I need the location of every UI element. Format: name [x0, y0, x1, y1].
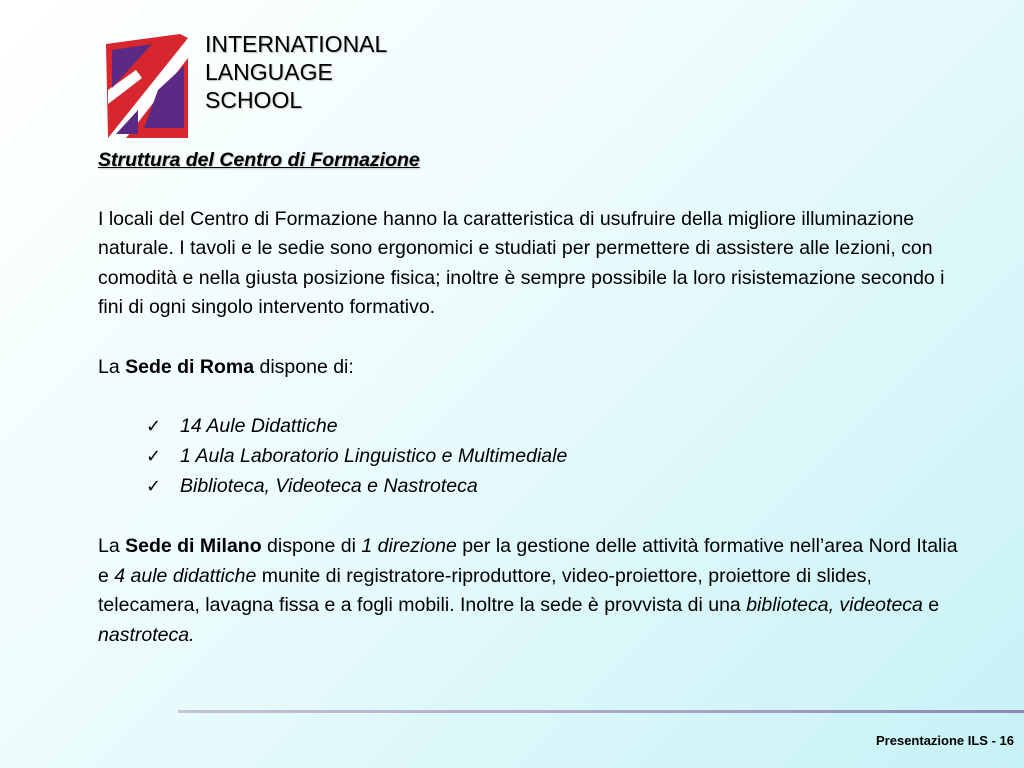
slide-content: [98, 146, 958, 680]
roma-intro: [98, 353, 958, 383]
milano-italic-1: 1 direzione: [361, 535, 457, 557]
checkmark-icon: ✓: [146, 446, 162, 467]
milano-text-1: La: [98, 535, 126, 557]
list-item-label: 14 Aule Didattiche: [180, 415, 338, 438]
list-item-label: Biblioteca, Videoteca e Nastroteca: [180, 475, 478, 498]
milano-text-3: per la gestione delle attività formative nell’area Nord Italia e: [98, 535, 958, 587]
list-item: [146, 412, 958, 442]
milano-text-4: munite di registratore-riproduttore, video-proiettore, proiettore di slides, telecamera, lavagna fissa e a fogli mobili. Inoltre la sede è provvista di una: [98, 564, 872, 616]
section-heading: Struttura del Centro di Formazione: [98, 149, 420, 171]
roma-prefix: La: [98, 355, 126, 378]
school-name-line-3: SCHOOL: [205, 87, 303, 113]
list-item: [146, 472, 958, 502]
school-name: [205, 30, 387, 114]
checkmark-icon: ✓: [146, 476, 162, 497]
roma-suffix: dispone di:: [254, 355, 354, 378]
milano-text-2: dispone di: [261, 535, 362, 557]
milano-paragraph: [98, 532, 958, 650]
intro-paragraph: I locali del Centro di Formazione hanno la caratteristica di usufruire della migliore illuminazione naturale. I tavoli e le sedie sono ergonomici e studiati per permettere di assistere alle lezioni, con comodità e nella giusta posizione fisica; inoltre è sempre possibile la loro risistemazione secondo i fini di ogni singolo intervento formativo.: [98, 207, 945, 318]
milano-bold: Sede di Milano: [125, 535, 262, 557]
roma-facilities-list: [98, 412, 958, 502]
milano-italic-4: nastroteca.: [98, 623, 195, 646]
milano-text-5: e: [922, 594, 940, 616]
checkmark-icon: ✓: [146, 416, 162, 437]
list-item-label: 1 Aula Laboratorio Linguistico e Multimediale: [180, 445, 568, 468]
milano-italic-2: 4 aule didattiche: [114, 564, 257, 587]
milano-italic-3: biblioteca, videoteca: [746, 594, 923, 616]
list-item: [146, 442, 958, 472]
school-name-line-1: INTERNATIONAL: [205, 31, 388, 57]
school-logo-icon: [98, 30, 196, 142]
school-name-line-2: LANGUAGE: [205, 59, 333, 85]
footer-divider: [178, 710, 1024, 713]
roma-bold: Sede di Roma: [125, 355, 255, 378]
slide-footer: Presentazione ILS - 16: [876, 733, 1014, 748]
